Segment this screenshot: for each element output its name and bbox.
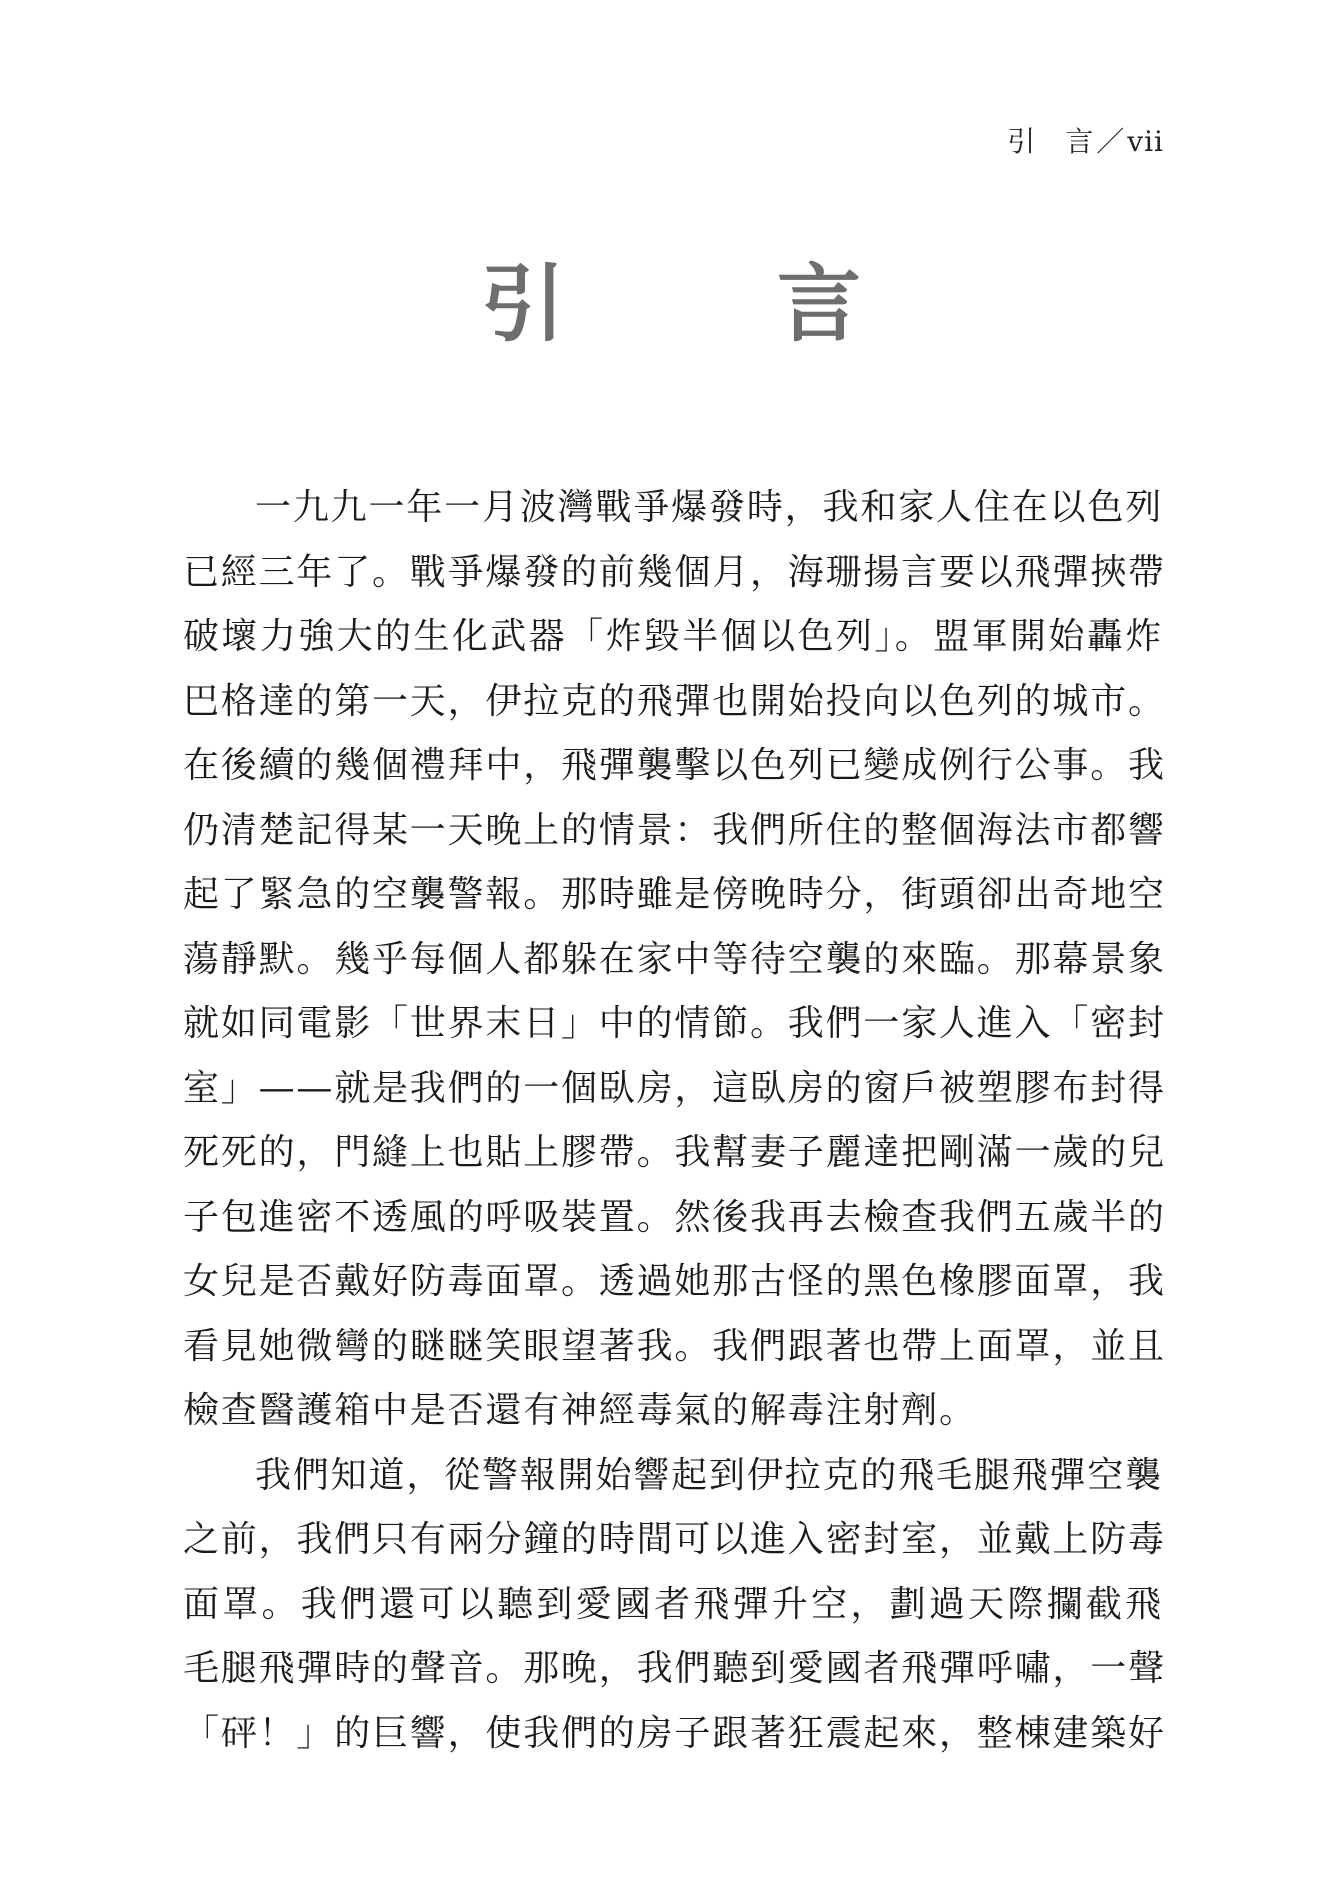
text-line: 之前，我們只有兩分鐘的時間可以進入密封室，並戴上防毒	[183, 1519, 1166, 1560]
text-line: 已經三年了。戰爭爆發的前幾個月，海珊揚言要以飛彈挾帶	[183, 551, 1166, 593]
text-line: 我們知道，從警報開始響起到伊拉克的飛毛腿飛彈空襲	[255, 1454, 1163, 1496]
paragraph-2	[183, 1444, 1166, 1767]
running-header	[1007, 120, 1164, 160]
text-line: 破壞力強大的生化武器「炸毀半個以色列」。盟軍開始轟炸	[183, 616, 1163, 657]
paragraph-1	[183, 476, 1166, 1444]
chapter-title: 引 言	[480, 254, 925, 353]
page-number: vii	[1127, 125, 1164, 158]
running-title: 引 言	[1007, 125, 1095, 158]
text-line: 女兒是否戴好防毒面罩。透過她那古怪的黑色橡膠面罩，我	[183, 1261, 1166, 1302]
text-line: 子包進密不透風的呼吸裝置。然後我再去檢查我們五歲半的	[183, 1196, 1166, 1238]
text-line: 室」——就是我們的一個臥房，這臥房的窗戶被塑膠布封得	[183, 1067, 1166, 1109]
text-line: 死死的，門縫上也貼上膠帶。我幫妻子麗達把剛滿一歲的兒	[183, 1132, 1166, 1173]
text-line: 巴格達的第一天，伊拉克的飛彈也開始投向以色列的城市。	[183, 680, 1166, 722]
body-text	[183, 476, 1166, 1766]
text-line: 「砰！」的巨響，使我們的房子跟著狂震起來，整棟建築好	[183, 1712, 1166, 1754]
text-line: 毛腿飛彈時的聲音。那晚，我們聽到愛國者飛彈呼嘯，一聲	[183, 1648, 1166, 1689]
header-separator: ／	[1096, 125, 1126, 158]
text-line: 檢查醫護箱中是否還有神經毒氣的解毒注射劑。	[183, 1390, 977, 1431]
text-line: 起了緊急的空襲警報。那時雖是傍晚時分，街頭卻出奇地空	[183, 874, 1166, 915]
text-line: 面罩。我們還可以聽到愛國者飛彈升空，劃過天際攔截飛	[183, 1583, 1163, 1625]
text-line: 就如同電影「世界末日」中的情節。我們一家人進入「密封	[183, 1003, 1166, 1044]
text-line: 看見她微彎的瞇瞇笑眼望著我。我們跟著也帶上面罩，並且	[183, 1325, 1166, 1367]
text-line: 一九九一年一月波灣戰爭爆發時，我和家人住在以色列	[255, 487, 1163, 528]
text-line: 在後續的幾個禮拜中，飛彈襲擊以色列已變成例行公事。我	[183, 745, 1166, 786]
text-line: 蕩靜默。幾乎每個人都躲在家中等待空襲的來臨。那幕景象	[183, 938, 1166, 980]
text-line: 仍清楚記得某一天晚上的情景：我們所住的整個海法市都響	[183, 809, 1166, 851]
